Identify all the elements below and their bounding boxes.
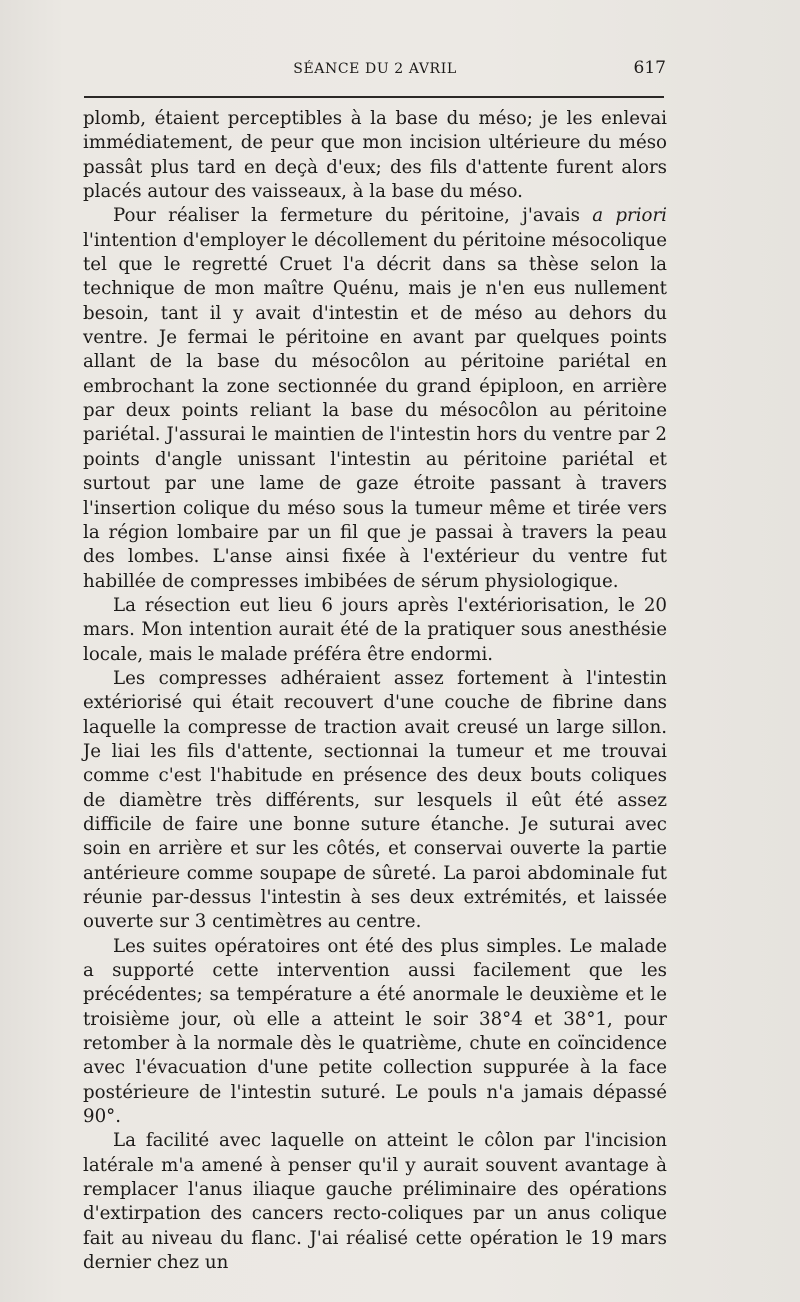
page-header (84, 58, 666, 84)
paragraph-continuation: plomb, étaient perceptibles à la base du méso; je les enlevai immédiatement, de peur que mon incision ultérieure du méso passât plus tard en deçà d'eux; des fils d'attente furent alors placés autour des vaisseaux, à la base du méso. (83, 108, 667, 203)
header-rule (84, 96, 664, 98)
latin-phrase: a priori (592, 205, 667, 227)
paragraph-compresses: Les compresses adhéraient assez fortement à l'intestin extériorisé qui était recouvert d'une couche de fibrine dans laquelle la compresse de traction avait creusé un large sillon. Je liai les fils d'attente, sectionnai la tumeur et me trouvai comme c'est l'habitude en présence des deux bouts coliques de diamètre très différents, sur lesquels il eût été assez difficile de faire une bonne suture étanche. Je suturai avec soin en arrière et sur les côtés, et conservai ouverte la partie antérieure comme soupape de sûreté. La paroi abdominale fut réunie par-dessus l'intestin à ses deux extrémités, et laissée ouverte sur 3 centimètres au centre. (83, 667, 667, 933)
paragraph-text: Pour réaliser la fermeture du péritoine, j'avais (113, 205, 593, 227)
paragraph-text: l'intention d'employer le décollement du péritoine mésocolique tel que le regretté Cruet l'a décrit dans sa thèse selon la technique de mon maître Quénu, mais je n'en eus nullement besoin, tant il y avait d'intestin et de méso au dehors du ventre. Je fermai le péritoine en avant par quelques points allant de la base du mésocôlon au péritoine pariétal en embrochant la zone sectionnée du grand épiploon, en arrière par deux points reliant la base du mésocôlon au péritoine pariétal. J'assurai le maintien de l'intestin hors du ventre par 2 points d'angle unissant l'intestin au péritoine pariétal et surtout par une lame de gaze étroite passant à travers l'insertion colique du méso sous la tumeur même et tirée vers la région lombaire par un fil que je passai à travers la peau des lombes. L'anse ainsi fixée à l'extérieur du ventre fut habillée de compresses imbibées de sérum physiologique. (83, 229, 667, 592)
paragraph-peritoine (83, 204, 667, 594)
body-text (83, 107, 667, 1276)
paragraph-suites: Les suites opératoires ont été des plus simples. Le malade a supporté cette intervention aussi facilement que les précédentes; sa température a été anormale le deuxième et le troisième jour, où elle a atteint le soir 38°4 et 38°1, pour retomber à la normale dès le quatrième, chute en coïncidence avec l'évacuation d'une petite collection suppurée à la face postérieure de l'intestin suturé. Le pouls n'a jamais dépassé 90°. (83, 935, 667, 1128)
page-number: 617 (633, 58, 666, 78)
paragraph-facilite: La facilité avec laquelle on atteint le côlon par l'incision latérale m'a amené à penser qu'il y aurait souvent avantage à remplacer l'anus iliaque gauche préliminaire des opérations d'extirpation des cancers recto-coliques par un anus colique fait au niveau du flanc. J'ai réalisé cette opération le 19 mars dernier chez un (83, 1130, 667, 1274)
paragraph-resection: La résection eut lieu 6 jours après l'extériorisation, le 20 mars. Mon intention aurait été de la pratiquer sous anesthésie locale, mais le malade préféra être endormi. (83, 594, 667, 665)
running-head: SÉANCE DU 2 AVRIL (293, 61, 457, 77)
